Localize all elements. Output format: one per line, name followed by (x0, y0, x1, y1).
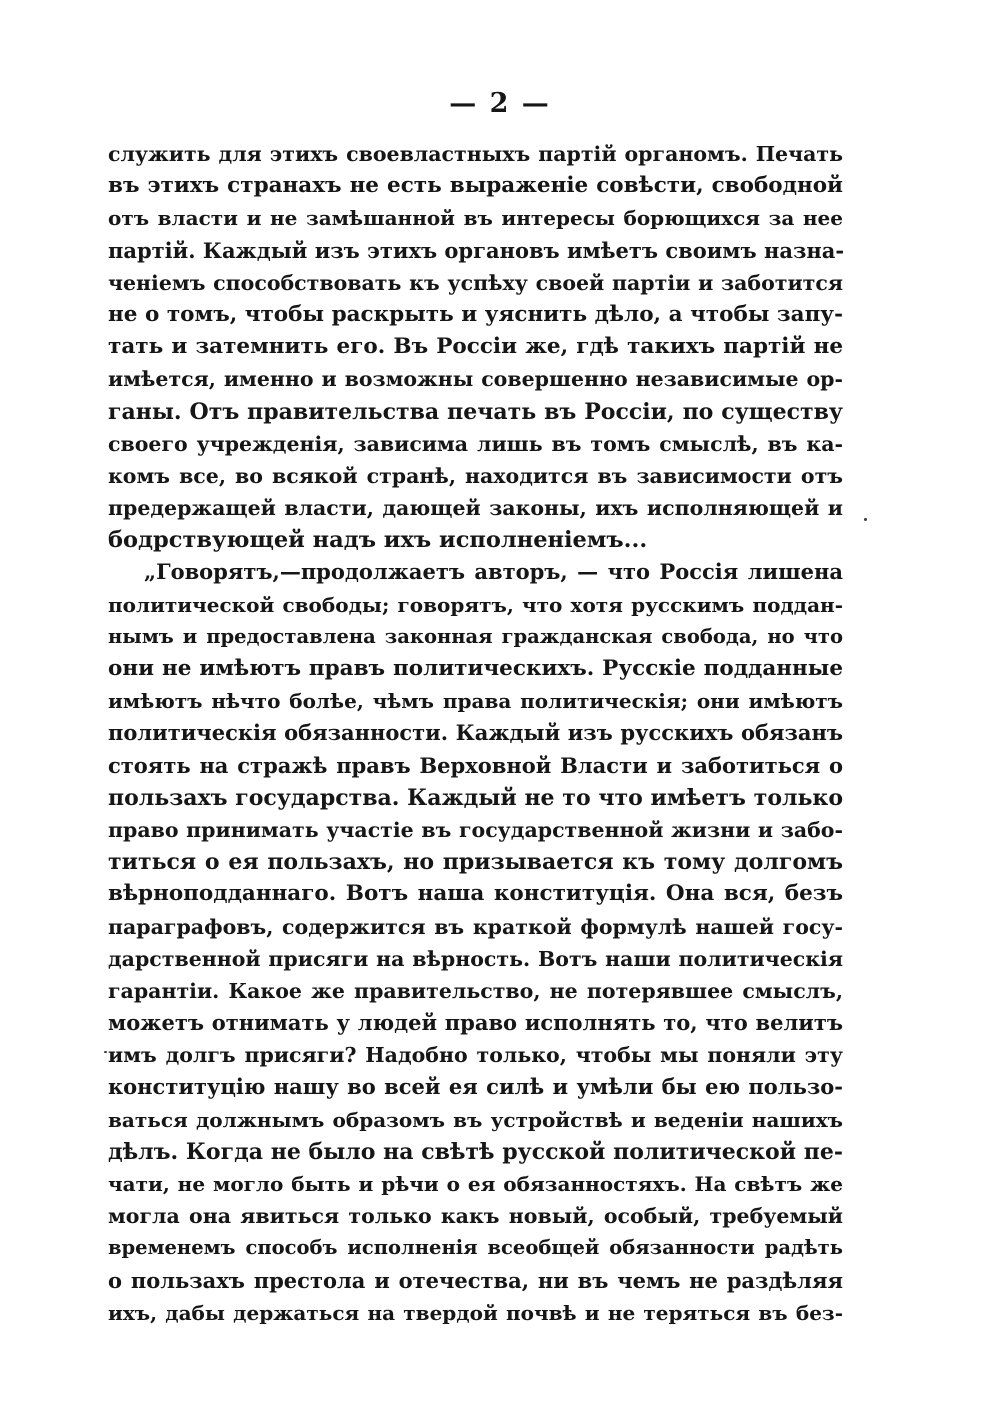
text-line: стоять на стражѣ правъ Верховной Власти и заботиться о (108, 752, 843, 778)
scan-speck (864, 518, 867, 521)
text-line: можетъ отнимать у людей право исполнять то, что велитъ (108, 1010, 843, 1036)
text-line: служить для этихъ своевластныхъ партій органомъ. Печать (108, 142, 843, 166)
text-line: нымъ и предоставлена законная гражданская свобода, но что (108, 624, 843, 648)
body-text (108, 138, 843, 1329)
scan-speck (104, 1051, 107, 1053)
text-line: бодрствующей надъ ихъ исполненіемъ... (108, 527, 648, 554)
paragraph-first-line: „Говорятъ,—продолжаетъ авторъ, — что Россія лишена (144, 559, 843, 585)
text-line: не о томъ, чтобы раскрыть и уяснить дѣло, а чтобы запу- (108, 301, 843, 327)
text-line: отъ власти и не замѣшанной въ интересы борющихся за нее (108, 206, 843, 231)
text-line: пользахъ государства. Каждый не то что имѣетъ только (108, 784, 843, 811)
text-line: имѣютъ нѣчто болѣе, чѣмъ права политическія; они имѣютъ (108, 689, 843, 714)
text-line: комъ все, во всякой странѣ, находится въ зависимости отъ (108, 463, 843, 488)
text-line: ваться должнымъ образомъ въ устройствѣ и веденіи нашихъ (108, 1107, 843, 1132)
text-line: дѣлъ. Когда не было на свѣтѣ русской политической пе- (108, 1138, 843, 1165)
text-line: титься о ея пользахъ, но призывается къ тому долгомъ (108, 849, 843, 876)
text-line: партій. Каждый изъ этихъ органовъ имѣетъ своимъ назна- (108, 237, 845, 263)
text-line: о пользахъ престола и отечества, ни въ чемъ не раздѣляя (108, 1267, 843, 1293)
text-line: право принимать участіе въ государственной жизни и забо- (108, 817, 843, 842)
text-line: могла она явиться только какъ новый, особый, требуемый (108, 1204, 843, 1229)
text-line: имъ долгъ присяги? Надобно только, чтобы мы поняли эту (108, 1043, 843, 1068)
text-line: политическія обязанности. Каждый изъ русскихъ обязанъ (108, 720, 843, 746)
text-line: конституцію нашу во всей ея силѣ и умѣли бы ею пользо- (108, 1074, 843, 1100)
text-line: параграфовъ, содержится въ краткой формулѣ нашей госу- (108, 914, 843, 939)
text-line: временемъ способъ исполненія всеобщей обязанности радѣть (108, 1236, 843, 1260)
text-line: гарантіи. Какое же правительство, не потерявшее смыслъ, (108, 978, 843, 1003)
text-line: ганы. Отъ правительства печать въ Россіи, по существу (108, 398, 843, 425)
text-line: предержащей власти, дающей законы, ихъ исполняющей и (108, 496, 843, 521)
text-line: въ этихъ странахъ не есть выраженіе совѣсти, свободной (108, 173, 843, 199)
text-line: имѣется, именно и возможны совершенно независимые ор- (108, 367, 843, 392)
text-line: политической свободы; говорятъ, что хотя русскимъ поддан- (108, 592, 843, 617)
page-number: — 2 — (449, 88, 551, 119)
text-line: дарственной присяги на вѣрность. Вотъ наши политическія (108, 946, 843, 971)
text-line: ихъ, дабы держаться на твердой почвѣ и не теряться въ без- (108, 1300, 843, 1325)
text-line: тать и затемнить его. Въ Россіи же, гдѣ такихъ партій не (108, 334, 843, 360)
text-line: они не имѣютъ правъ политическихъ. Русскіе подданные (108, 656, 843, 681)
text-line: ченіемъ способствовать къ успѣху своей партіи и заботится (108, 270, 843, 295)
text-line: чати, не могло быть и рѣчи о ея обязанностяхъ. На свѣтъ же (108, 1172, 843, 1196)
text-line: вѣрноподданнаго. Вотъ наша конституція. Она вся, безъ (108, 881, 843, 907)
text-line: своего учрежденія, зависима лишь въ томъ смыслѣ, въ ка- (108, 431, 843, 456)
